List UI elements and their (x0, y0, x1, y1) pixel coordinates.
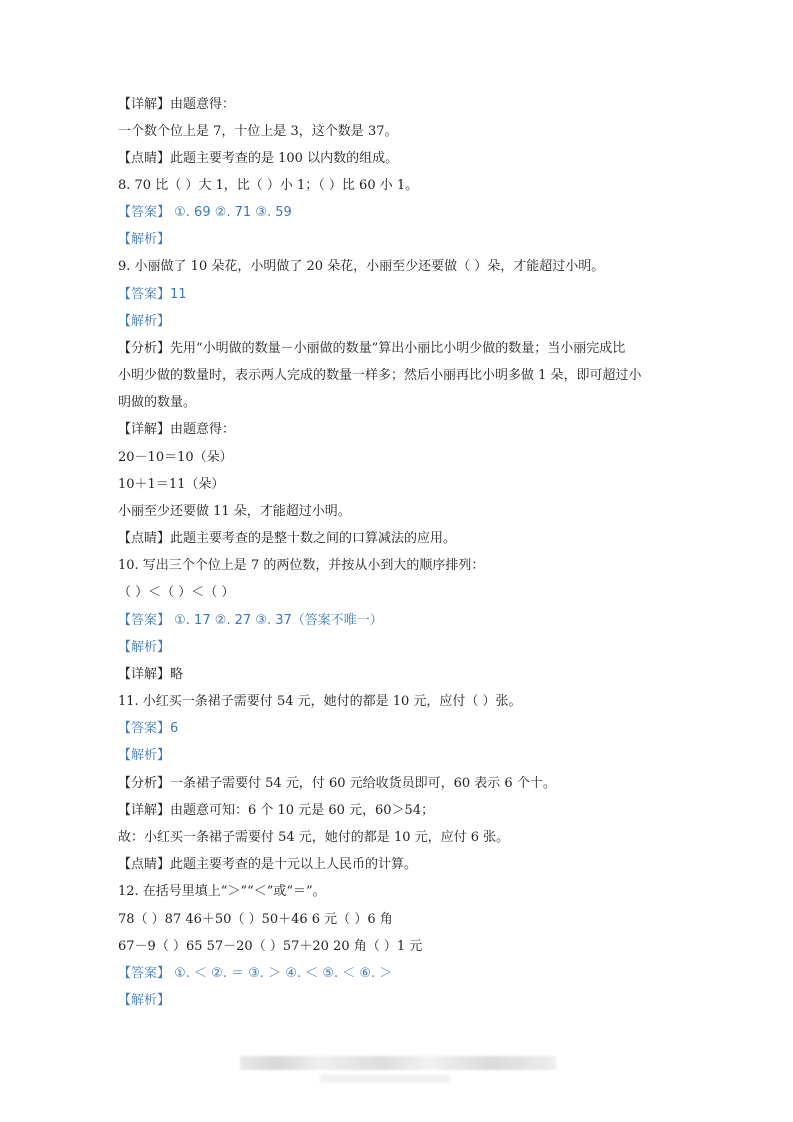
analysis-label: 【解析】 (118, 232, 171, 247)
text-line: 小丽至少还要做 11 朵，才能超过小明。 (118, 504, 351, 519)
analysis-label: 【解析】 (118, 640, 171, 655)
text-line: 明做的数量。 (118, 395, 197, 410)
text-line: 【详解】略 (118, 667, 184, 682)
text-line: 【分析】先用“小明做的数量－小丽做的数量”算出小丽比小明少做的数量；当小丽完成比 (118, 341, 626, 356)
text-line: （ ）＜（ ）＜（ ） (118, 585, 235, 600)
analysis-label: 【解析】 (118, 314, 171, 329)
analysis-label: 【解析】 (118, 748, 171, 763)
text-line: 【分析】一条裙子需要付 54 元，付 60 元给收货员即可，60 表示 6 个十。 (118, 776, 556, 791)
answer-line: 【答案】 ①. 69 ②. 71 ③. 59 (118, 205, 292, 220)
question-8: 8. 70 比（ ）大 1，比（ ）小 1；（ ）比 60 小 1。 (118, 178, 419, 193)
answer-line: 【答案】11 (118, 287, 187, 302)
answer-line: 【答案】6 (118, 721, 179, 736)
analysis-label: 【解析】 (118, 993, 171, 1008)
text-line: 67－9（ ）65 57－20（ ）57＋20 20 角（ ）1 元 (118, 939, 423, 954)
question-11: 11. 小红买一条裙子需要付 54 元，她付的都是 10 元，应付（ ）张。 (118, 694, 522, 709)
text-line: 10＋1＝11（朵） (118, 477, 225, 492)
answer-line: 【答案】 ①. ＜ ②. ＝ ③. ＞ ④. ＜ ⑤. ＜ ⑥. ＞ (118, 966, 393, 981)
blurred-watermark (240, 1056, 556, 1070)
text-line: 【点睛】此题主要考查的是十元以上人民币的计算。 (118, 857, 418, 872)
answer-line: 【答案】 ①. 17 ②. 27 ③. 37（答案不唯一） (118, 613, 383, 628)
text-line: 【点睛】此题主要考查的是 100 以内数的组成。 (118, 151, 399, 166)
question-10: 10. 写出三个个位上是 7 的两位数，并按从小到大的顺序排列： (118, 558, 485, 573)
text-line: 小明少做的数量时，表示两人完成的数量一样多；然后小丽再比小明多做 1 朵，即可超过小 (118, 368, 642, 383)
text-line: 【详解】由题意得： (118, 422, 236, 437)
text-line: 【详解】由题意得： (118, 97, 236, 112)
question-12: 12. 在括号里填上“＞”“＜”或“＝”。 (118, 884, 326, 899)
text-line: 【点睛】此题主要考查的是整十数之间的口算减法的应用。 (118, 531, 457, 546)
text-line: 一个数个位上是 7，十位上是 3，这个数是 37。 (118, 124, 398, 139)
text-line: 【详解】由题意可知：6 个 10 元是 60 元，60＞54； (118, 803, 435, 818)
blurred-watermark (320, 1075, 450, 1083)
text-line: 故：小红买一条裙子需要付 54 元，她付的都是 10 元，应付 6 张。 (118, 830, 510, 845)
text-line: 20－10＝10（朵） (118, 450, 233, 465)
question-9: 9. 小丽做了 10 朵花，小明做了 20 朵花，小丽至少还要做（ ）朵，才能超过小明。 (118, 259, 605, 274)
text-line: 78（ ）87 46＋50（ ）50＋46 6 元（ ）6 角 (118, 912, 393, 927)
